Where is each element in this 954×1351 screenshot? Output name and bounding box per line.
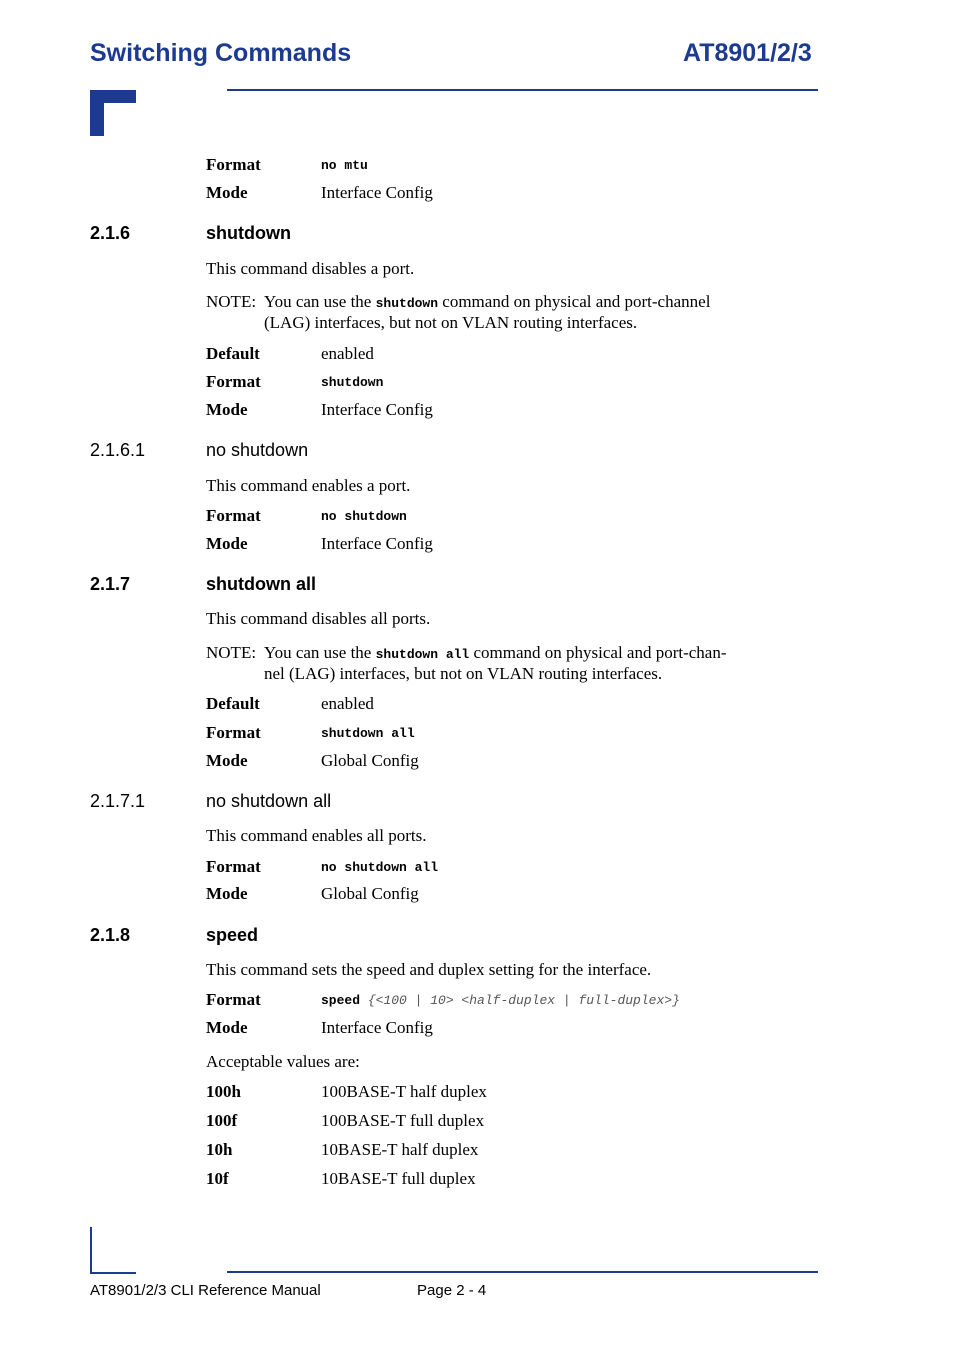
chapter-title: Switching Commands <box>90 39 352 67</box>
mode-value: Interface Config <box>321 1018 433 1037</box>
mode-label: Mode <box>206 534 248 553</box>
product-title: AT8901/2/3 <box>683 39 812 67</box>
section-description: This command disables a port. <box>206 259 415 278</box>
value-description: 10BASE-T full duplex <box>321 1169 476 1188</box>
mode-label: Mode <box>206 1018 248 1037</box>
value-key: 100h <box>206 1082 241 1101</box>
mode-label: Mode <box>206 400 248 419</box>
note-label: NOTE: <box>206 292 257 311</box>
format-value: no shutdown all <box>321 860 439 875</box>
format-label: Format <box>206 506 261 525</box>
section-number: 2.1.8 <box>90 925 131 945</box>
default-label: Default <box>206 344 260 363</box>
section-description: This command enables all ports. <box>206 826 427 845</box>
format-value: speed {<100 | 10> <half-duplex | full-duplex>} <box>321 993 680 1008</box>
mode-value: Interface Config <box>321 183 433 202</box>
default-value: enabled <box>321 344 374 363</box>
mode-label: Mode <box>206 884 248 903</box>
mode-label: Mode <box>206 183 248 202</box>
format-value: no mtu <box>321 158 368 173</box>
section-title: no shutdown all <box>206 791 332 811</box>
default-value: enabled <box>321 694 374 713</box>
mode-value: Interface Config <box>321 534 433 553</box>
note-label: NOTE: <box>206 643 257 662</box>
format-label: Format <box>206 372 261 391</box>
mode-value: Global Config <box>321 884 419 903</box>
mode-label: Mode <box>206 751 248 770</box>
value-description: 100BASE-T full duplex <box>321 1111 485 1130</box>
format-value: no shutdown <box>321 509 407 524</box>
value-key: 100f <box>206 1111 238 1130</box>
footer-page-number: Page 2 - 4 <box>417 1282 487 1299</box>
format-label: Format <box>206 155 261 174</box>
default-label: Default <box>206 694 260 713</box>
note-command: shutdown all <box>375 647 470 662</box>
section-description: This command enables a port. <box>206 476 411 495</box>
section-title: speed <box>206 925 259 945</box>
note-text-line2: (LAG) interfaces, but not on VLAN routing interfaces. <box>264 313 638 332</box>
note-text-line2: nel (LAG) interfaces, but not on VLAN routing interfaces. <box>264 664 663 683</box>
value-description: 10BASE-T half duplex <box>321 1140 479 1159</box>
mode-value: Interface Config <box>321 400 433 419</box>
section-number: 2.1.6 <box>90 223 131 243</box>
section-number: 2.1.7 <box>90 574 131 594</box>
format-label: Format <box>206 857 261 876</box>
section-title: shutdown <box>206 223 291 243</box>
format-label: Format <box>206 990 261 1009</box>
section-number: 2.1.7.1 <box>90 791 146 811</box>
value-key: 10f <box>206 1169 229 1188</box>
value-key: 10h <box>206 1140 233 1159</box>
value-description: 100BASE-T half duplex <box>321 1082 487 1101</box>
section-description: This command sets the speed and duplex setting for the interface. <box>206 960 652 979</box>
section-title: no shutdown <box>206 440 309 460</box>
header-corner-mark <box>90 90 136 136</box>
note-command: shutdown <box>375 296 439 311</box>
section-description: This command disables all ports. <box>206 609 431 628</box>
format-value: shutdown all <box>321 726 415 741</box>
footer-manual-title: AT8901/2/3 CLI Reference Manual <box>90 1282 321 1299</box>
footer-rule <box>227 1271 818 1273</box>
section-number: 2.1.6.1 <box>90 440 146 460</box>
section-title: shutdown all <box>206 574 316 594</box>
acceptable-values-intro: Acceptable values are: <box>206 1052 360 1071</box>
footer-corner-mark <box>90 1227 136 1274</box>
note-text: You can use the shutdown command on physical and port-channel <box>264 292 711 311</box>
format-value: shutdown <box>321 375 384 390</box>
format-label: Format <box>206 723 261 742</box>
mode-value: Global Config <box>321 751 419 770</box>
header-rule <box>227 89 818 91</box>
note-text: You can use the shutdown all command on physical and port-chan- <box>264 643 727 662</box>
